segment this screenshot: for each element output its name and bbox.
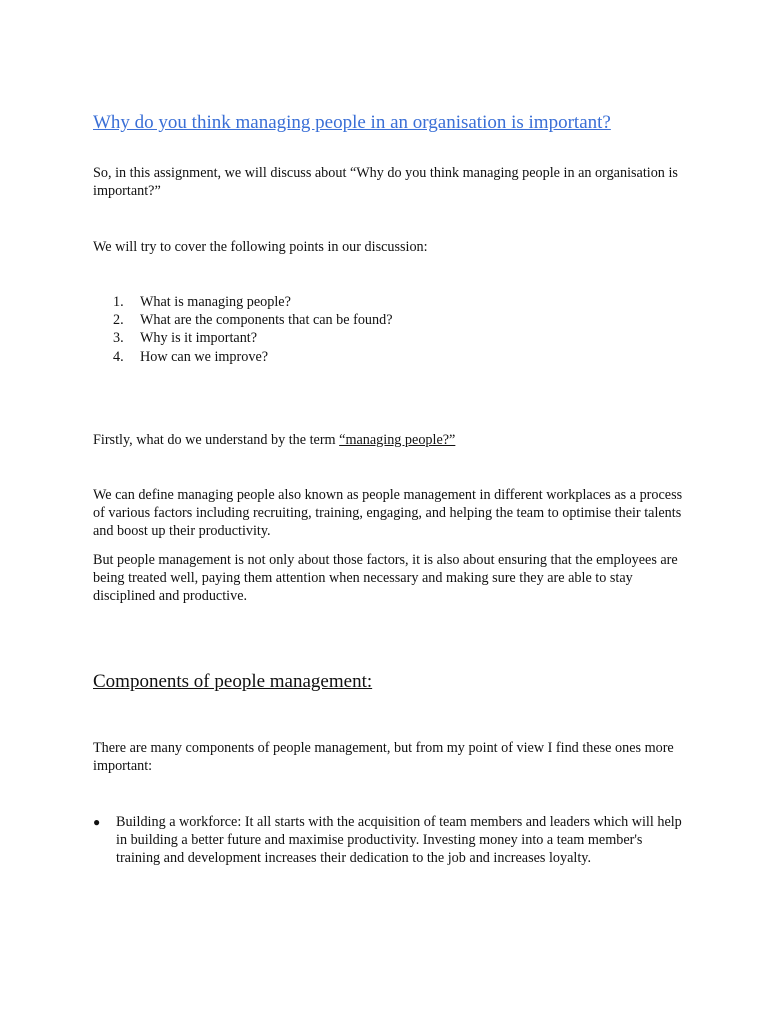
list-item-number: 2. bbox=[113, 312, 124, 329]
list-item-number: 4. bbox=[113, 348, 124, 365]
firstly-prefix: Firstly, what do we understand by the term bbox=[93, 432, 340, 448]
list-item bbox=[113, 348, 393, 366]
list-item-text: What are the components that can be found? bbox=[140, 312, 393, 329]
list-item bbox=[93, 813, 683, 868]
firstly-paragraph bbox=[93, 431, 683, 449]
bullet-icon: ● bbox=[93, 815, 101, 829]
list-item bbox=[113, 293, 393, 311]
components-intro: There are many components of people management, but from my point of view I find these ones more important: bbox=[93, 740, 674, 775]
list-item-text: Why is it important? bbox=[140, 330, 258, 347]
list-item-text: What is managing people? bbox=[140, 294, 291, 310]
list-item-number: 1. bbox=[113, 294, 124, 310]
cover-points-intro: We will try to cover the following points in our discussion: bbox=[93, 239, 428, 255]
list-item-text: How can we improve? bbox=[140, 348, 269, 365]
managing-people-term: “managing people?” bbox=[339, 432, 456, 448]
list-item bbox=[113, 329, 393, 347]
document-title: Why do you think managing people in an organisation is important? bbox=[93, 112, 611, 133]
components-bullet-list bbox=[93, 813, 683, 868]
definition-paragraph-1: We can define managing people also known as people management in different workplaces as a process of various factors including recruiting, training, engaging, and helping the team to optimise their talents and boost up their productivity. bbox=[93, 487, 683, 540]
list-item bbox=[113, 311, 393, 329]
discussion-points-list bbox=[113, 293, 393, 366]
definition-paragraph-2: But people management is not only about those factors, it is also about ensuring that the employees are being treated well, paying them attention when necessary and making sure they are able to stay disciplined and productive. bbox=[93, 552, 678, 605]
list-item-number: 3. bbox=[113, 330, 124, 347]
components-heading: Components of people management: bbox=[93, 671, 373, 692]
intro-paragraph: So, in this assignment, we will discuss about “Why do you think managing people in an organisation is important?” bbox=[93, 165, 678, 200]
bullet-text: Building a workforce: It all starts with the acquisition of team members and leaders which will help in building a better future and maximise productivity. Investing money into a team member's training and development increases their dedication to the job and increases loyalty. bbox=[116, 814, 682, 867]
